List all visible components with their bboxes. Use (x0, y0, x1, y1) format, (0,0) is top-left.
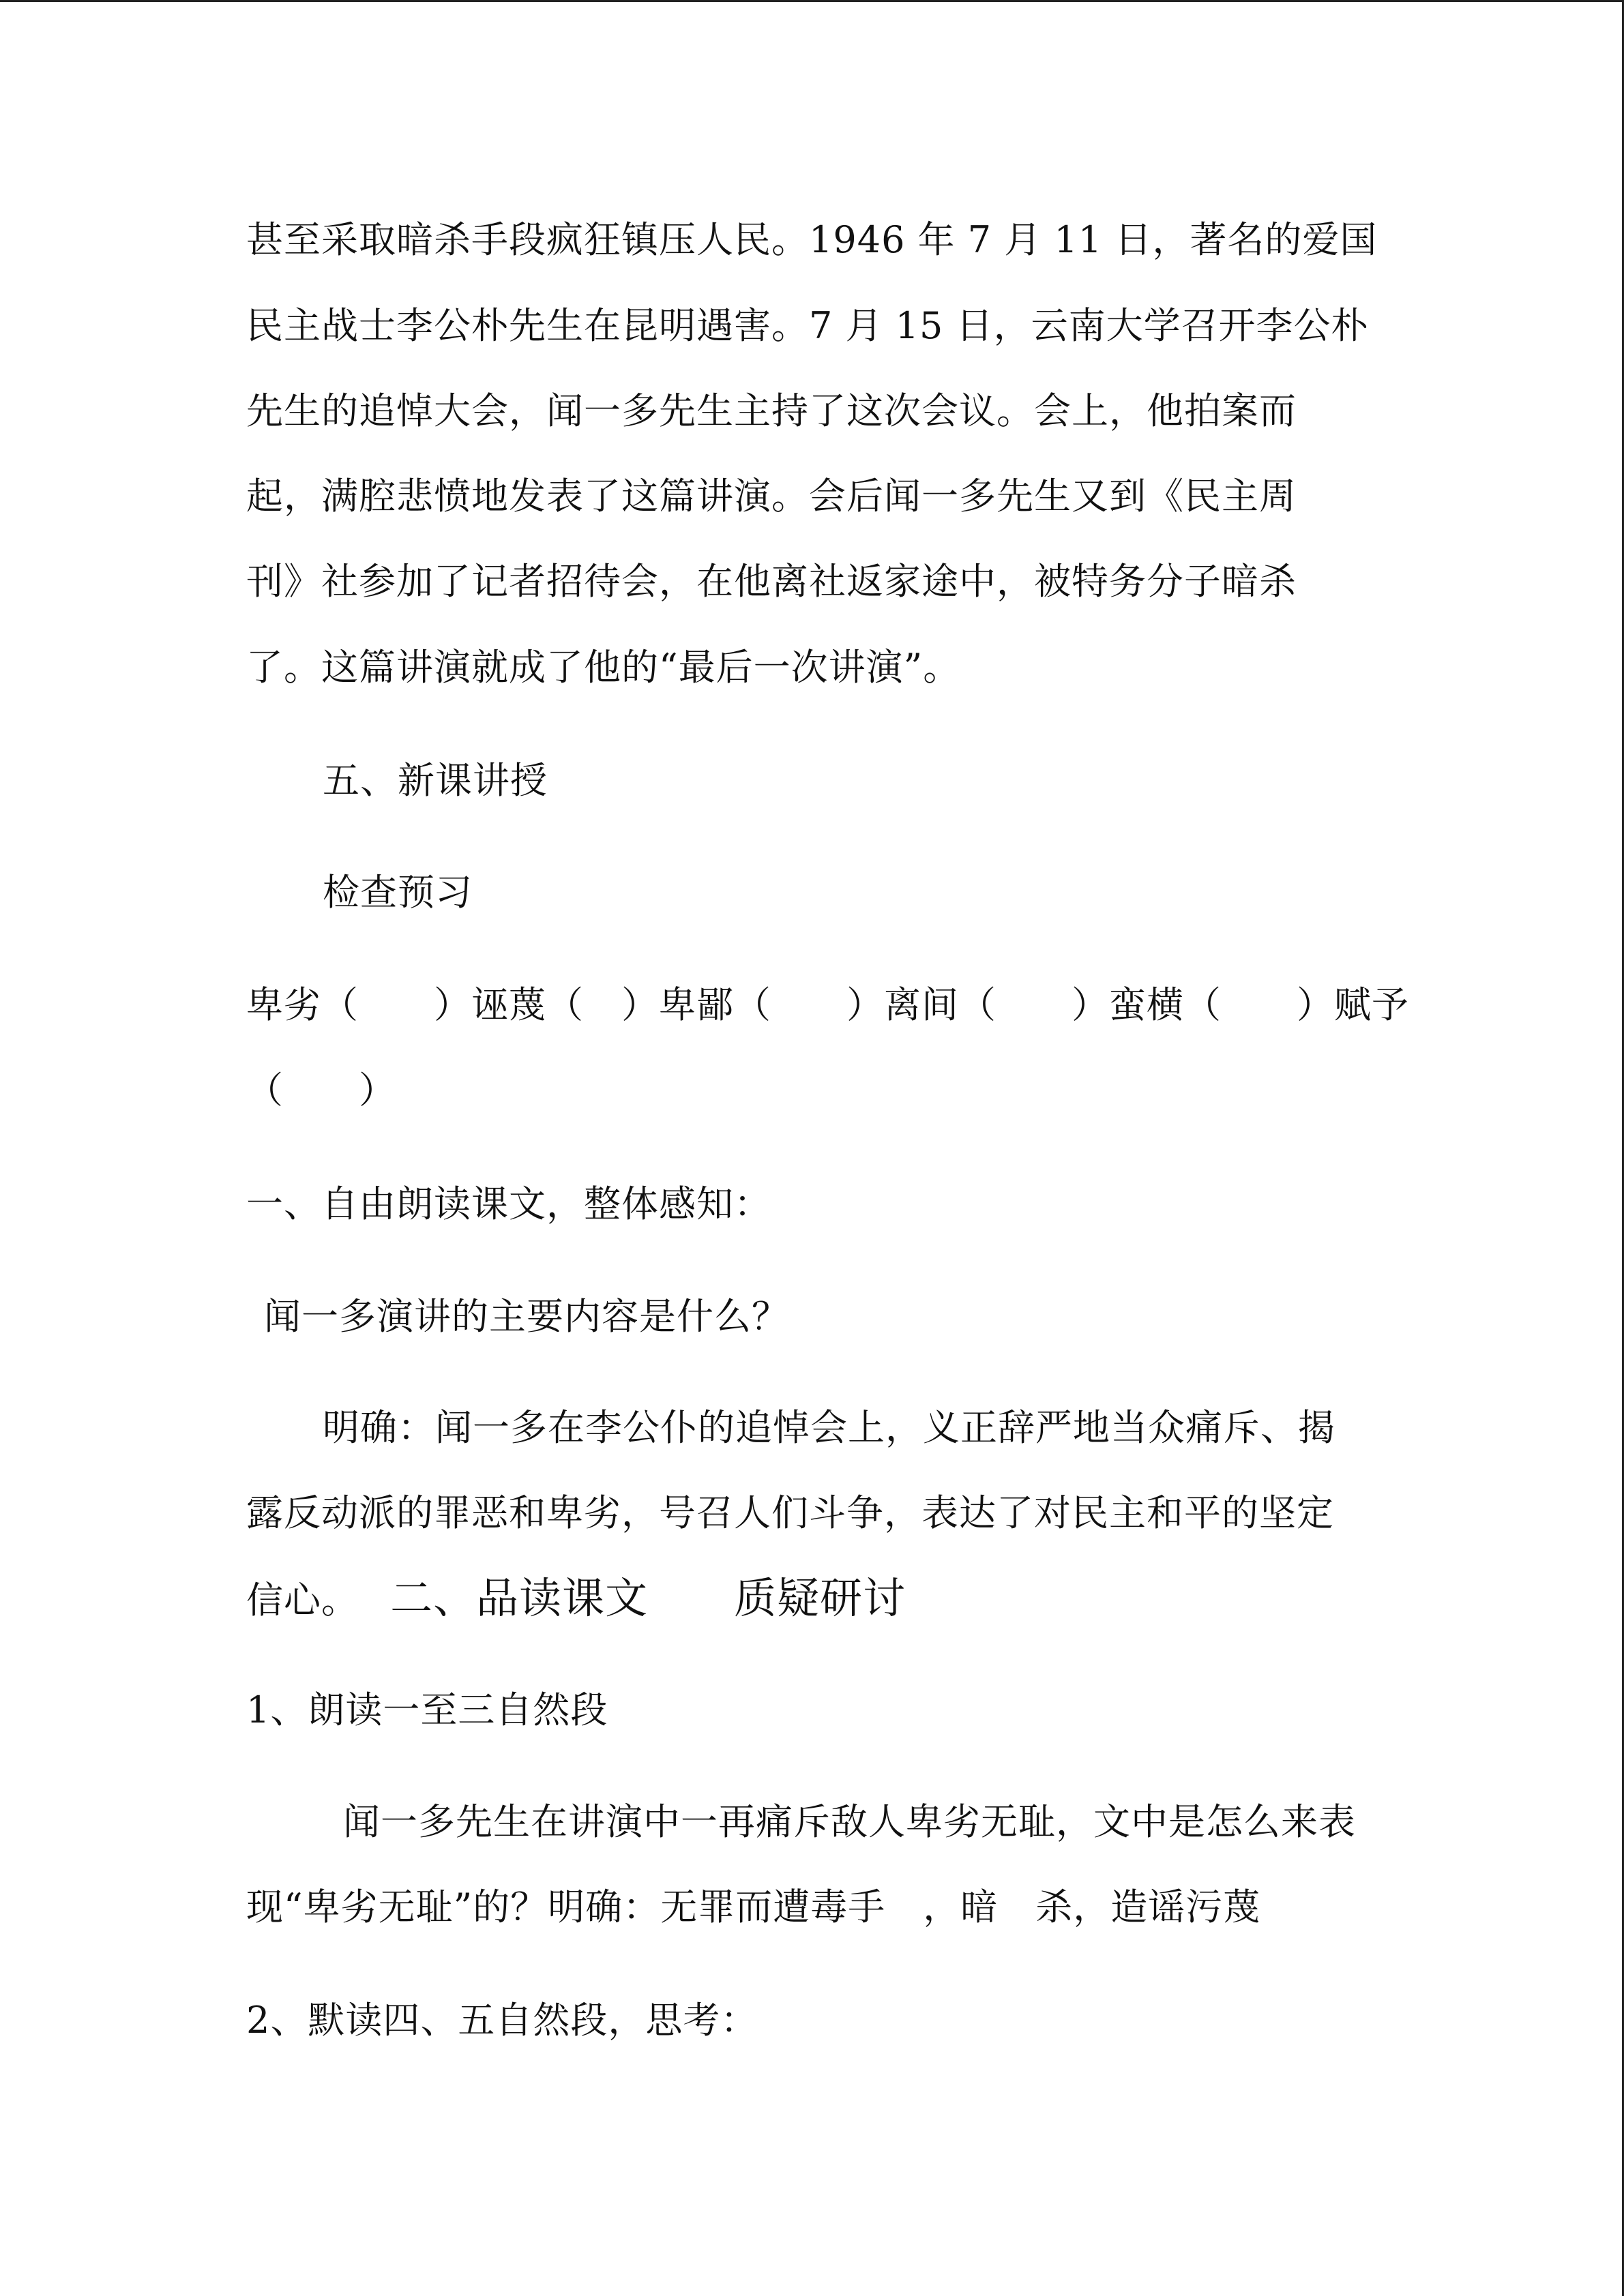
vocab-line-1: 卑劣（ ）诬蔑（ ）卑鄙（ ）离间（ ）蛮横（ ）赋予 (246, 983, 1409, 1026)
section-two-heading: 二、品读课文 质疑研讨 (390, 1573, 906, 1623)
answer-line-2: 露反动派的罪恶和卑劣，号召人们斗争，表达了对民主和平的坚定 (246, 1491, 1334, 1534)
vocab-line-2: （ ） (246, 1069, 396, 1112)
item-1-question-line-1: 闻一多先生在讲演中一再痛斥敌人卑劣无耻，文中是怎么来表 (343, 1800, 1356, 1843)
item-2-heading: 2、默读四、五自然段，思考： (246, 1999, 758, 2042)
heading-new-lesson: 五、新课讲授 (323, 759, 548, 802)
intro-line-4: 起，满腔悲愤地发表了这篇讲演。会后闻一多先生又到《民主周 (246, 475, 1297, 518)
heading-check-preview: 检查预习 (323, 871, 473, 914)
item-1-question-line-2: 现“卑劣无耻”的？明确：无罪而遭毒手 ，暗 杀，造谣污蔑 (246, 1885, 1261, 1928)
intro-line-6: 了。这篇讲演就成了他的“最后一次讲演”。 (246, 646, 961, 689)
answer-line-1: 明确：闻一多在李公仆的追悼会上，义正辞严地当众痛斥、揭 (323, 1406, 1335, 1449)
section-one-heading: 一、自由朗读课文，整体感知： (246, 1182, 771, 1225)
item-1-heading: 1、朗读一至三自然段 (246, 1688, 608, 1731)
answer-line-3-text: 信心。 (246, 1579, 359, 1622)
intro-line-1: 甚至采取暗杀手段疯狂镇压人民。1946 年 7 月 11 日，著名的爱国 (246, 218, 1378, 261)
answer-line-3 (246, 1575, 906, 1624)
question-main-content: 闻一多演讲的主要内容是什么？ (264, 1295, 789, 1338)
intro-line-5: 刊》社参加了记者招待会，在他离社返家途中，被特务分子暗杀 (246, 560, 1297, 603)
intro-line-3: 先生的追悼大会，闻一多先生主持了这次会议。会上，他拍案而 (246, 389, 1297, 432)
intro-line-2: 民主战士李公朴先生在昆明遇害。7 月 15 日，云南大学召开李公朴 (246, 304, 1369, 347)
